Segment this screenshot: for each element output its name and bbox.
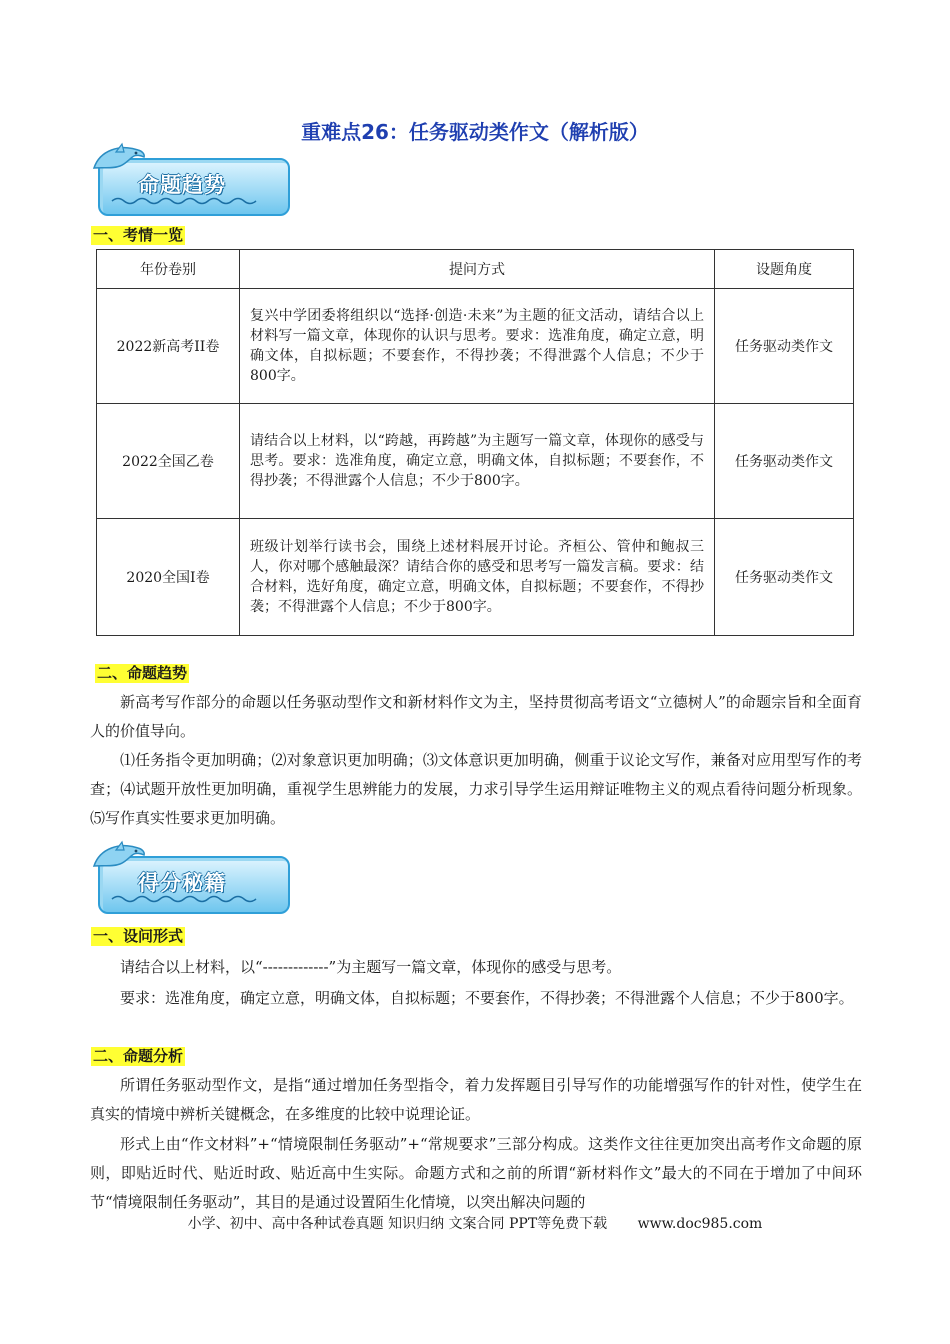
wave-decoration — [112, 196, 262, 206]
table-row — [97, 289, 854, 404]
table-cell-angle: 任务驱动类作文 — [715, 404, 854, 519]
banner-defen-miji — [92, 846, 290, 910]
table-cell-year: 2022新高考II卷 — [97, 289, 240, 404]
page-footer — [0, 1213, 950, 1233]
table-row — [97, 519, 854, 636]
section-heading-kaoqing: 一、考情一览 — [93, 226, 184, 244]
footer-url[interactable]: www.doc985.com — [637, 1216, 763, 1232]
section-heading-qushi: 二、命题趋势 — [97, 664, 188, 682]
table-cell-question: 复兴中学团委将组织以“选择·创造·未来”为主题的征文活动，请结合以上材料写一篇文章，体现你的认识与思考。要求：选准角度，确定立意，明确文体，自拟标题；不要套作，不得抄袭；不得泄露个人信息；不少于800字。 — [240, 289, 715, 404]
section-heading-shewen: 一、设问形式 — [93, 927, 184, 945]
table-cell-question: 班级计划举行读书会，围绕上述材料展开讨论。齐桓公、管仲和鲍叔三人，你对哪个感触最深？请结合你的感受和思考写一篇发言稿。要求：结合材料，选好角度，确定立意，明确文体，自拟标题；不要套作，不得抄袭；不得泄露个人信息；不少于800字。 — [240, 519, 715, 636]
paragraph: 请结合以上材料，以“-------------”为主题写一篇文章，体现你的感受与思考。 — [120, 958, 622, 976]
table-header-row — [97, 250, 854, 289]
table-cell-year: 2022全国乙卷 — [97, 404, 240, 519]
paragraph: ⑴任务指令更加明确；⑵对象意识更加明确；⑶文体意识更加明确，侧重于议论文写作，兼备对应用型写作的考查；⑷试题开放性更加明确，重视学生思辨能力的发展，力求引导学生运用辩证唯物主义的观点看待问题分析现象。⑸写作真实性要求更加明确。 — [90, 751, 862, 827]
banner-mingti-qushi — [92, 148, 290, 212]
wave-decoration — [112, 894, 262, 904]
paragraph: 形式上由“作文材料”+“情境限制任务驱动”+“常规要求”三部分构成。这类作文往往更加突出高考作文命题的原则，即贴近时代、贴近时政、贴近高中生实际。命题方式和之前的所谓“新材料作文”最大的不同在于增加了中间环节“情境限制任务驱动”，其目的是通过设置陌生化情境，以突出解决问题的 — [90, 1135, 862, 1211]
paragraph: 所谓任务驱动型作文，是指“通过增加任务型指令，着力发挥题目引导写作的功能增强写作的针对性，使学生在真实的情境中辨析关键概念，在多维度的比较中说理论证。 — [90, 1076, 862, 1123]
table-cell-question: 请结合以上材料，以“跨越，再跨越”为主题写一篇文章，体现你的感受与思考。要求：选准角度，确定立意，明确文体，自拟标题；不要套作，不得抄袭；不得泄露个人信息；不少于800字。 — [240, 404, 715, 519]
paragraph: 新高考写作部分的命题以任务驱动型作文和新材料作文为主，坚持贯彻高考语文“立德树人”的命题宗旨和全面育人的价值导向。 — [90, 693, 862, 740]
table-header: 设题角度 — [715, 250, 854, 289]
table-header: 提问方式 — [240, 250, 715, 289]
section-heading-fenxi: 二、命题分析 — [93, 1047, 184, 1065]
footer-text: 小学、初中、高中各种试卷真题 知识归纳 文案合同 PPT等免费下载 — [187, 1216, 608, 1232]
paragraph: 要求：选准角度，确定立意，明确文体，自拟标题；不要套作，不得抄袭；不得泄露个人信息；不少于800字。 — [120, 989, 854, 1007]
exam-table — [96, 249, 854, 636]
table-cell-angle: 任务驱动类作文 — [715, 289, 854, 404]
table-row — [97, 404, 854, 519]
banner-label: 得分秘籍 — [138, 871, 226, 895]
table-header: 年份卷别 — [97, 250, 240, 289]
page-title: 重难点26：任务驱动类作文（解析版） — [301, 120, 649, 144]
table-cell-year: 2020全国I卷 — [97, 519, 240, 636]
banner-label: 命题趋势 — [138, 173, 226, 197]
table-cell-angle: 任务驱动类作文 — [715, 519, 854, 636]
